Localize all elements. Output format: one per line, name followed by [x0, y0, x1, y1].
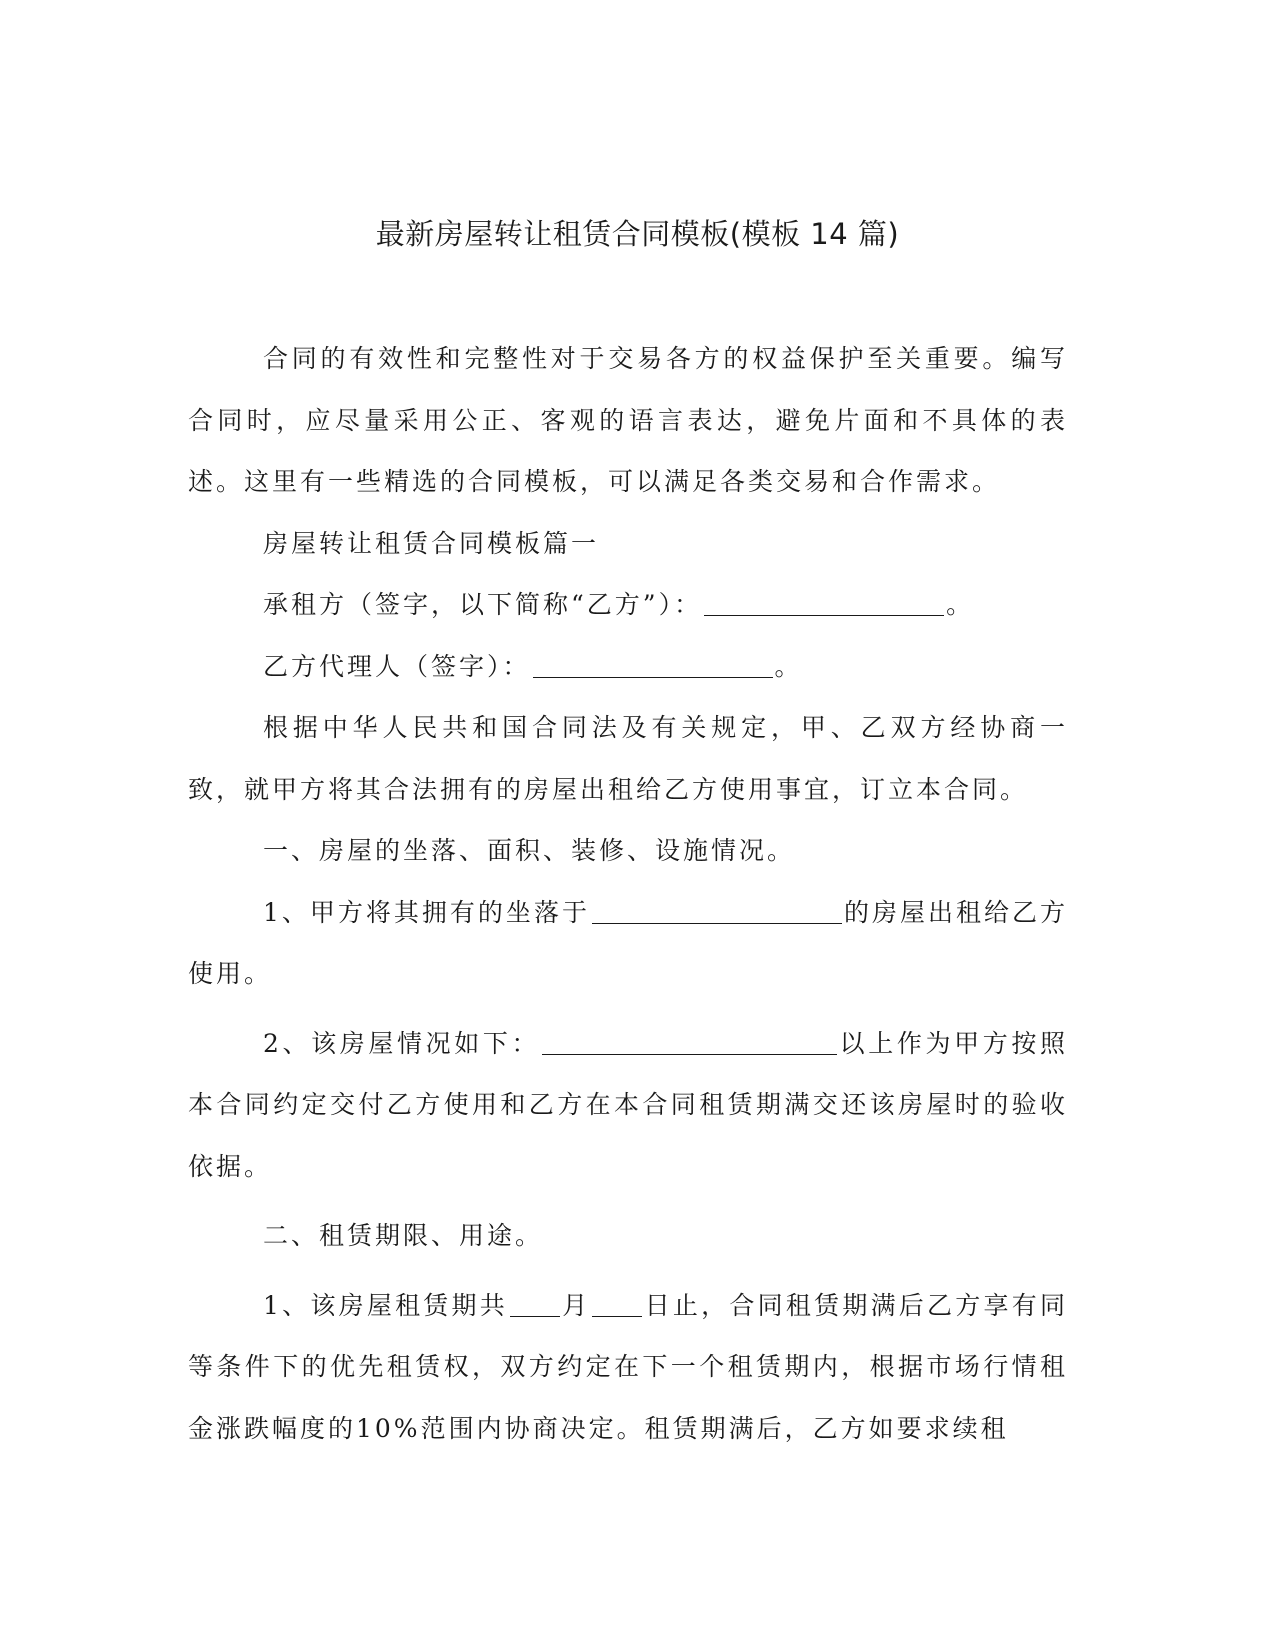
agent-signature-blank[interactable] — [533, 653, 773, 678]
clause2-item1-part3: 日止，合同租赁期满后乙方享有同等条件下的优先租赁权，双方约定在下一个租赁期内，根据市场行情租金涨跌幅度的10%范围内协商决定。租赁期满后，乙方如要求续租 — [188, 1290, 1068, 1443]
clause1-heading: 一、房屋的坐落、面积、装修、设施情况。 — [263, 836, 796, 865]
document-body — [188, 328, 1068, 1459]
lease-month-blank[interactable] — [510, 1292, 560, 1317]
section-heading: 房屋转让租赁合同模板篇一 — [263, 528, 600, 558]
preamble-paragraph: 根据中华人民共和国合同法及有关规定，甲、乙双方经协商一致，就甲方将其合法拥有的房屋出租给乙方使用事宜，订立本合同。 — [188, 713, 1068, 804]
agent-signature-line — [188, 636, 1068, 698]
clause2-heading: 二、租赁期限、用途。 — [263, 1221, 544, 1250]
clause1-item1-before: 1、甲方将其拥有的坐落于 — [263, 897, 590, 927]
clause1-item2-before: 2、该房屋情况如下： — [263, 1028, 541, 1058]
clause1-item2-after: 以上作为甲方按照本合同约定交付乙方使用和乙方在本合同租赁期满交还该房屋时的验收依据。 — [188, 1028, 1068, 1181]
property-location-blank[interactable] — [592, 899, 842, 924]
agent-label: 乙方代理人（签字）： — [263, 651, 531, 681]
document-title: 最新房屋转让租赁合同模板(模板 14 篇) — [375, 217, 900, 251]
clause2-item1 — [188, 1275, 1068, 1460]
agent-end: 。 — [774, 651, 803, 681]
clause2-item1-part1: 1、该房屋租赁期共 — [263, 1290, 508, 1320]
property-condition-blank[interactable] — [542, 1030, 837, 1055]
lessee-end: 。 — [946, 590, 975, 619]
clause1-item1-after: 的房屋出租给乙方使用。 — [188, 897, 1068, 988]
intro-paragraph: 合同的有效性和完整性对于交易各方的权益保护至关重要。编写合同时，应尽量采用公正、客观的语言表达，避免片面和不具体的表述。这里有一些精选的合同模板，可以满足各类交易和合作需求。 — [188, 344, 1068, 496]
clause1-item1 — [188, 882, 1068, 1005]
lessee-signature-blank[interactable] — [704, 591, 944, 616]
clause1-item2 — [188, 1013, 1068, 1198]
lease-day-blank[interactable] — [592, 1292, 642, 1317]
lessee-label: 承租方（签字，以下简称“乙方”）： — [263, 590, 703, 619]
lessee-signature-line — [188, 574, 1068, 636]
clause2-item1-part2: 月 — [562, 1290, 591, 1320]
